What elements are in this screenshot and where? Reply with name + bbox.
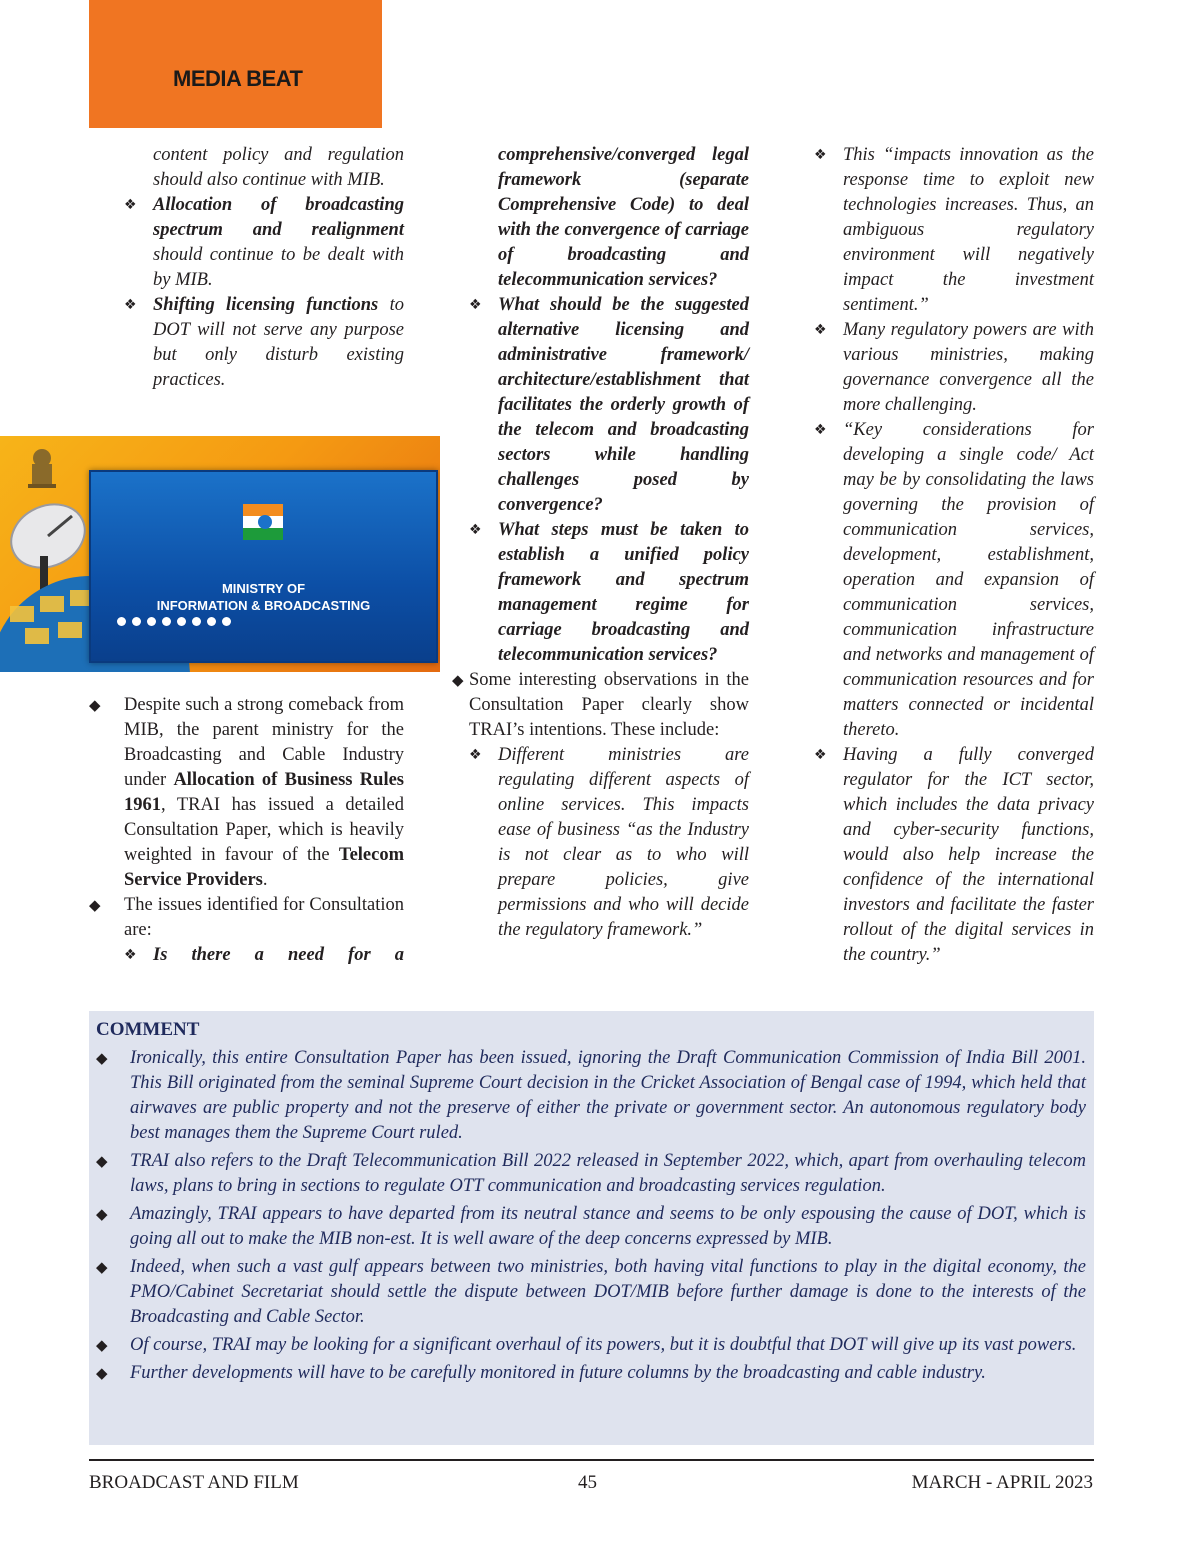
four-diamond-icon: ❖	[124, 197, 137, 213]
text: should continue to be dealt with by MIB.	[153, 245, 404, 290]
list-item	[89, 693, 404, 893]
column-2	[452, 143, 749, 943]
diamond-icon: ◆	[96, 1205, 108, 1223]
text: TRAI also refers to the Draft Telecommunication Bill 2022 released in September 2022, which, apart from overhauling telecom laws, plans to bring in sections to regulate OTT communication and broadcasting services regulation.	[130, 1151, 1086, 1196]
list-item	[452, 668, 749, 743]
paragraph: content policy and regulation should also continue with MIB.	[153, 145, 404, 190]
social-icon	[177, 617, 186, 626]
column-1	[124, 143, 404, 393]
ministry-logo-icon	[243, 504, 283, 540]
footer-issue-date: MARCH - APRIL 2023	[911, 1472, 1093, 1493]
social-icon	[222, 617, 231, 626]
text: Amazingly, TRAI appears to have departed from its neutral stance and seems to be only espousing the cause of DOT, which is going all out to make the MIB non-est. It is well aware of the deep concerns expressed by MIB.	[130, 1204, 1086, 1249]
ministry-banner	[89, 470, 438, 663]
page-number: 45	[578, 1472, 597, 1493]
section-label: MEDIA BEAT	[173, 66, 303, 91]
text: to DOT will not serve any purpose but only disturb existing practices.	[153, 295, 404, 390]
text: Different ministries are regulating different aspects of online services. This impacts ease of business “as the Industry is not clear as to who will prepare policies, give permissions and who will decide the regulatory framework.”	[498, 745, 749, 940]
text: Having a fully converged regulator for the ICT sector, which includes the data privacy and cyber-security functions, would also help increase the confidence of the international investors and facilitate the faster rollout of the digital services in the country.”	[843, 745, 1094, 965]
four-diamond-icon: ❖	[469, 747, 482, 763]
paragraph: comprehensive/converged legal framework (separate Comprehensive Code) to deal with the convergence of carriage of broadcasting and telecommunication services?	[498, 145, 749, 290]
four-diamond-icon: ❖	[814, 322, 827, 338]
comment-item	[96, 1202, 1086, 1252]
text: Indeed, when such a vast gulf appears between two ministries, both having vital functions to play in the digital economy, the PMO/Cabinet Secretariat should settle the dispute between DOT/MIB before further damage is done to the interests of the Broadcasting and Cable Sector.	[130, 1257, 1086, 1327]
list-item	[89, 893, 404, 943]
social-links-row	[117, 617, 407, 627]
section-header-box	[89, 0, 382, 128]
four-diamond-icon: ❖	[469, 297, 482, 313]
comment-item	[96, 1149, 1086, 1199]
four-diamond-icon: ❖	[469, 522, 482, 538]
column-1-lower	[89, 693, 404, 968]
four-diamond-icon: ❖	[814, 747, 827, 763]
text: What should be the suggested alternative licensing and administrative framework/ architecture/establishment that facilitates the orderly growth of the telecom and broadcasting sectors while handling challenges posed by convergence?	[498, 295, 749, 515]
comment-title: COMMENT	[96, 1019, 200, 1040]
list-item	[124, 293, 404, 393]
banner-title-line2: INFORMATION & BROADCASTING	[156, 598, 371, 613]
text: Further developments will have to be carefully monitored in future columns by the broadcasting and cable industry.	[130, 1363, 986, 1383]
social-icon	[132, 617, 141, 626]
list-item	[469, 518, 749, 668]
list-item	[124, 193, 404, 293]
footer-rule	[89, 1459, 1094, 1461]
list-item	[814, 743, 1094, 968]
bold-text: Telecom Service Providers	[124, 845, 404, 890]
diamond-icon: ◆	[89, 696, 101, 714]
four-diamond-icon: ❖	[814, 422, 827, 438]
emblem-icon	[22, 442, 62, 490]
text: , TRAI has issued a detailed Consultation Paper, which is heavily weighted in favour of the	[124, 795, 404, 865]
diamond-icon: ◆	[96, 1049, 108, 1067]
four-diamond-icon: ❖	[814, 147, 827, 163]
four-diamond-icon: ❖	[124, 947, 137, 963]
list-item	[814, 143, 1094, 318]
ministry-banner-photo	[0, 436, 440, 672]
banner-title-line1: MINISTRY OF	[221, 581, 306, 596]
text: Many regulatory powers are with various ministries, making governance convergence all the more challenging.	[843, 320, 1094, 415]
comment-item	[96, 1255, 1086, 1330]
text: “Key considerations for developing a single code/ Act may be by consolidating the laws governing the provision of communication services, development, establishment, operation and expansion of communication services, communication infrastructure and networks and management of communication resources and for matters connected or incidental thereto.	[843, 420, 1094, 740]
bold-text: Is there a need for a	[153, 945, 404, 965]
bold-text: Allocation of Business Rules 1961	[124, 770, 405, 815]
text: Some interesting observations in the Consultation Paper clearly show TRAI’s intentions. These include:	[469, 670, 749, 740]
social-icon	[207, 617, 216, 626]
four-diamond-icon: ❖	[124, 297, 137, 313]
list-item	[814, 418, 1094, 743]
comment-item	[96, 1046, 1086, 1146]
footer-publication: BROADCAST AND FILM	[89, 1472, 299, 1493]
social-icon	[162, 617, 171, 626]
diamond-icon: ◆	[452, 671, 464, 689]
social-icon	[147, 617, 156, 626]
text: Ironically, this entire Consultation Paper has been issued, ignoring the Draft Communication Commission of India Bill 2001. This Bill originated from the seminal Supreme Court decision in the Cricket Association of Bengal case of 1994, which held that airwaves are public property and not the preserve of either the private or government sector. An autonomous regulatory body best manages them the Supreme Court ruled.	[130, 1048, 1086, 1143]
column-3	[814, 143, 1094, 968]
diamond-icon: ◆	[96, 1258, 108, 1276]
bold-text: Shifting licensing functions	[153, 295, 379, 315]
text: The issues identified for Consultation are:	[124, 895, 404, 940]
list-item	[89, 943, 404, 968]
text: This “impacts innovation as the response time to exploit new technologies increases. Thus, an ambiguous regulatory environment will negatively impact the investment sentiment.”	[843, 145, 1094, 315]
list-item	[469, 743, 749, 943]
diamond-icon: ◆	[89, 896, 101, 914]
list-item	[814, 318, 1094, 418]
diamond-icon: ◆	[96, 1336, 108, 1354]
comment-item	[96, 1333, 1086, 1358]
diamond-icon: ◆	[96, 1152, 108, 1170]
social-icon	[117, 617, 126, 626]
text: .	[262, 870, 268, 890]
list-item	[469, 293, 749, 518]
comment-list	[96, 1046, 1086, 1389]
text: Despite such a strong comeback from MIB, the parent ministry for the Broadcasting and Cable Industry under	[124, 695, 404, 790]
bold-text: Allocation of broadcasting spectrum and realignment	[153, 195, 404, 240]
text: Of course, TRAI may be looking for a significant overhaul of its powers, but it is doubtful that DOT will give up its vast powers.	[130, 1335, 1077, 1355]
diamond-icon: ◆	[96, 1364, 108, 1382]
text: What steps must be taken to establish a unified policy framework and spectrum management regime for carriage broadcasting and telecommunication services?	[498, 520, 749, 665]
comment-item	[96, 1361, 1086, 1386]
social-icon	[192, 617, 201, 626]
